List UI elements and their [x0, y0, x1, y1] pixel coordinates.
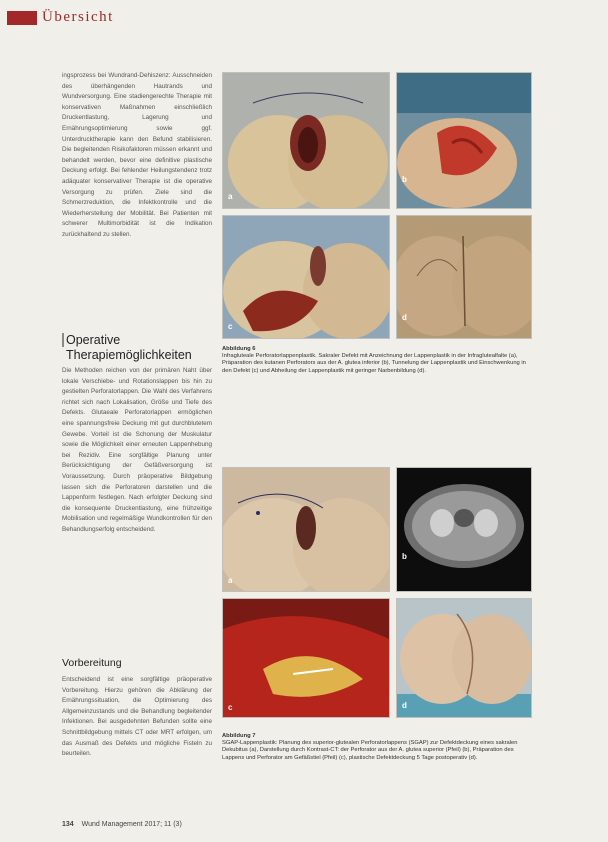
figure1-tag-c: c [228, 322, 233, 331]
figure1-caption [222, 346, 532, 375]
page-number: 134 [62, 821, 74, 828]
figure2-caption [222, 733, 532, 762]
figure1-image-d [396, 215, 532, 339]
figure2-image-c [222, 598, 390, 718]
subsection-title: Vorbereitung [62, 657, 122, 669]
figure1-caption-title: Abbildung 6 [222, 346, 256, 352]
journal-citation: Wund Management 2017; 11 (3) [81, 821, 182, 828]
figure2-tag-c: c [228, 703, 233, 712]
subsection-text-block [62, 675, 212, 812]
heading-marker [62, 333, 64, 347]
page-footer [62, 821, 182, 828]
header-accent-bar [7, 11, 37, 25]
figure1-tag-b: b [402, 175, 407, 184]
intro-text-block [62, 71, 212, 324]
figure2-image-d [396, 598, 532, 718]
figure1-image-c [222, 215, 390, 339]
figure2-tag-b: b [402, 552, 407, 561]
intro-paragraph: ingsprozess bei Wundrand-Dehiszenz: Ausschneiden des überhängenden Hautrands und Wundversorgung. Eine stadiengerechte Therapie mit konservativen Maßnahmen einschließlich Druckentlastung, Lagerung und Ernährungsoptimierung sowie ggf. Unterdrucktherapie kann den Befund stabilisieren. Die begleitenden Risikofaktoren müssen erkannt und behandelt werden, bevor eine definitive plastische Deckung erfolgt. Bei fehlender Heilungstendenz trotz adäquater konservativer Therapie ist die operative Versorgung zu prüfen. Ziele sind die Schmerzreduktion, die Infektkontrolle und die Wiederherstellung der Mobilität. Bei Patienten mit schwerer Multimorbidität ist die Indikation zurückhaltend zu stellen. [62, 72, 212, 238]
figure1-image-b [396, 72, 532, 209]
section-text-block [62, 366, 212, 642]
subsection-paragraph: Entscheidend ist eine sorgfältige präoperative Vorbereitung. Hierzu gehören die Abklärung der Ernährungssituation, die Optimierung des Allgemeinzustands und die Behandlung begleitender Infektionen. Bei ausgedehnten Befunden sollte eine Schnittbildgebung mittels CT oder MRT erfolgen, um das Ausmaß des Defekts und mögliche Fisteln zu beurteilen. [62, 676, 212, 758]
section-header: Übersicht [42, 9, 114, 25]
figure2-caption-text: SGAP-Lappenplastik: Planung des superior-glutealen Perforatorlappens (SGAP) zur Defektdeckung eines sakralen Dekubitus (a), Darstellung durch Kontrast-CT: der Perforator aus der A. glutea superior (Pfeil) (b), Präparation des Lappens und Perforator am Gefäßstiel (Pfeil) (c), plastische Defektdeckung 5 Tage postoperativ (d). [222, 740, 518, 761]
figure1-image-a [222, 72, 390, 209]
figure2-tag-d: d [402, 701, 407, 710]
section-title-line1: Operative [66, 333, 121, 347]
figure2-caption-title: Abbildung 7 [222, 733, 256, 739]
section-title [66, 333, 192, 363]
figure1-caption-text: Infragluteale Perforatorlappenplastik. Sakraler Defekt mit Anzeichnung der Lappenplastik in der Infraglutealfalte (a), Präparation des kutanen Perforators aus der A. glutea inferior (b), Tunnelung der Lappenplastik und Einschwenkung in den Defekt (c) und Abheilung der Lappenplastik mit geringer Narbenbildung (d). [222, 353, 526, 374]
figure2-tag-a: a [228, 576, 233, 585]
section-title-line2: Therapiemöglichkeiten [66, 348, 192, 362]
figure2-image-b [396, 467, 532, 592]
figure1-tag-d: d [402, 313, 407, 322]
section-paragraph: Die Methoden reichen von der primären Naht über lokale Verschiebe- und Rotationslappen bis hin zu gestielten Perforatorlappen. Die Wahl des Verfahrens richtet sich nach Lokalisation, Größe und Tiefe des Defekts. Glutaeale Perforatorlappen ermöglichen eine spannungsfreie Deckung mit gut durchblutetem Gewebe. Vorteil ist die Schonung der Muskulatur sowie die Möglichkeit einer erneuten Lappenhebung bei Rezidiv. Eine sorgfältige Planung unter Berücksichtigung der Gefäßversorgung ist Voraussetzung. Durch präoperative Bildgebung lassen sich die Perforatoren darstellen und die Lappenform festlegen. Nach erfolgter Deckung sind die konsequente Druckentlastung, eine frühzeitige Mobilisation und regelmäßige Wundkontrollen für den Behandlungserfolg entscheidend. [62, 367, 212, 533]
figure1-tag-a: a [228, 192, 233, 201]
figure2-image-a [222, 467, 390, 592]
